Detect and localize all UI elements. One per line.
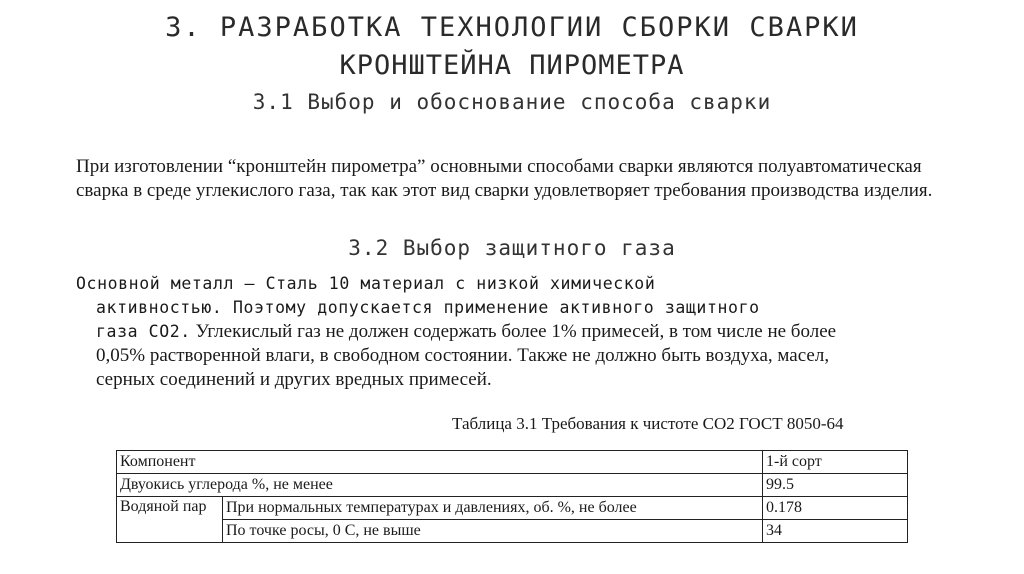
slide-title-line-2: КРОНШТЕЙНА ПИРОМЕТРА: [339, 50, 685, 81]
table-row: [117, 497, 908, 520]
row-value-cell: 0.178: [763, 497, 908, 520]
paragraph-line: 0,05% растворенной влаги, в свободном состоянии. Также не должно быть воздуха, масел,: [96, 345, 830, 366]
table-row: [117, 451, 908, 474]
table-caption: Таблица 3.1 Требования к чистоте СО2 ГОСТ 8050-64: [452, 414, 844, 433]
paragraph-shielding-gas: [76, 272, 976, 392]
header-component-cell: Компонент: [117, 451, 763, 474]
row-value-cell: 99.5: [763, 474, 908, 497]
table-row: [117, 520, 908, 543]
paragraph-line: серных соединений и других вредных примесей.: [96, 369, 492, 390]
paragraph-line-mono-part: газа СО2.: [96, 322, 191, 341]
section-heading-3-1: 3.1 Выбор и обоснование способа сварки: [252, 90, 772, 114]
row-label-cell: По точке росы, 0 С, не выше: [223, 520, 763, 543]
paragraph-welding-method: При изготовлении “кронштейн пирометра” основными способами сварки являются полуавтоматическая сварка в среде углекислого газа, так как этот вид сварки удовлетворяет требования производства изделия.: [76, 156, 933, 201]
slide-title-line-1: 3. РАЗРАБОТКА ТЕХНОЛОГИИ СБОРКИ СВАРКИ: [165, 12, 859, 43]
paragraph-line: Основной металл – Сталь 10 материал с низкой химической: [76, 274, 656, 293]
water-vapor-cell: Водяной пар: [117, 497, 223, 543]
paragraph-line: [76, 320, 976, 344]
paragraph-line-serif-part: Углекислый газ не должен содержать более 1% примесей, в том числе не более: [190, 321, 837, 342]
paragraph-line: активностью. Поэтому допускается применение активного защитного: [96, 298, 760, 317]
row-label-cell: При нормальных температурах и давлениях, об. %, не более: [223, 497, 763, 520]
co2-requirements-table: [116, 450, 908, 543]
row-label-cell: Двуокись углерода %, не менее: [117, 474, 763, 497]
row-value-cell: 34: [763, 520, 908, 543]
header-grade-cell: 1-й сорт: [763, 451, 908, 474]
table-row: [117, 474, 908, 497]
section-heading-3-2: 3.2 Выбор защитного газа: [348, 236, 676, 260]
